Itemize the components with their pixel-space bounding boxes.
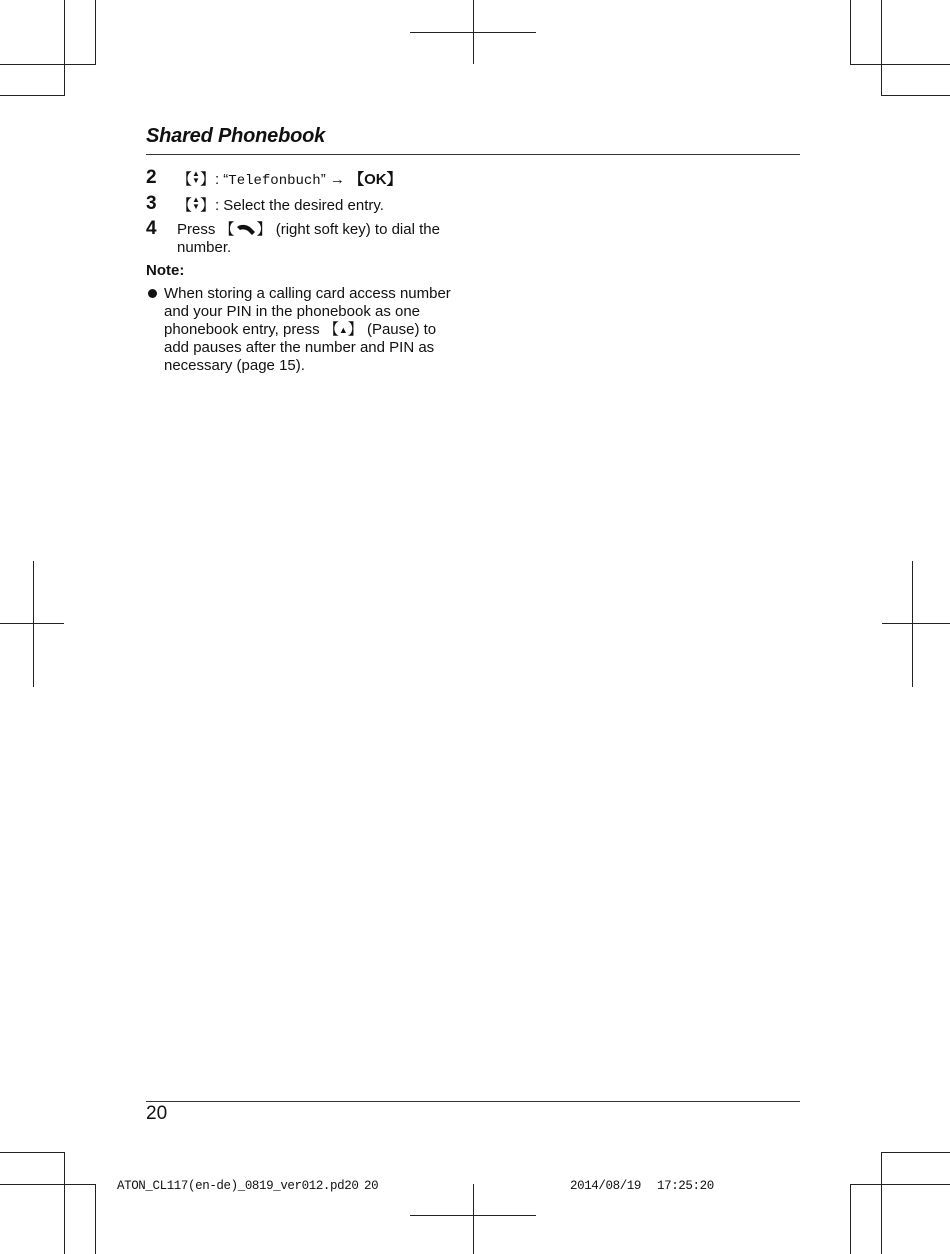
- section-title: Shared Phonebook: [146, 125, 326, 147]
- menu-item-name: Telefonbuch: [228, 173, 321, 189]
- phone-handset-icon: [235, 223, 257, 236]
- arrow-icon: →: [329, 171, 345, 188]
- footer-divider: [146, 1101, 800, 1102]
- crop-mark: [881, 95, 950, 96]
- crop-mark: [882, 623, 950, 624]
- crop-mark: [410, 1215, 536, 1216]
- step-number: 2: [146, 167, 157, 188]
- step-body: 【▲ ▼】: Select the desired entry.: [177, 195, 384, 214]
- crop-mark: [0, 95, 64, 96]
- crop-mark: [912, 561, 913, 687]
- ok-key: 【OK】: [349, 171, 402, 188]
- note-text: When storing a calling card access number and your PIN in the phonebook as one phonebook entry, press 【▲】 (Pause) to add pauses after the number and PIN as necessary (page 15).: [164, 285, 451, 375]
- crop-mark: [881, 1152, 950, 1153]
- navigator-key: 【▲ ▼】: [177, 195, 215, 214]
- step-number: 4: [146, 218, 157, 239]
- print-slug-time: 17:25:20: [657, 1179, 714, 1193]
- step-body: 【▲ ▼】: “Telefonbuch” → 【OK】: [177, 169, 402, 189]
- crop-mark: [0, 1152, 64, 1153]
- title-divider: [146, 154, 800, 155]
- crop-mark: [410, 32, 536, 33]
- note-label: Note:: [146, 262, 185, 279]
- crop-mark: [0, 623, 64, 624]
- navigator-key: 【▲ ▼】: [177, 169, 215, 188]
- step-number: 3: [146, 193, 157, 214]
- up-down-navigator-icon: ▲ ▼: [192, 169, 200, 185]
- crop-mark: [473, 1184, 474, 1254]
- print-slug-file: ATON_CL117(en-de)_0819_ver012.pd20: [117, 1179, 359, 1193]
- print-slug-page: 20: [364, 1179, 379, 1193]
- print-slug-date: 2014/08/19: [570, 1179, 642, 1193]
- crop-mark: [33, 561, 34, 687]
- up-key: 【▲】: [323, 320, 363, 338]
- crop-mark: [95, 1184, 96, 1254]
- crop-mark: [850, 1184, 851, 1254]
- up-arrow-icon: ▲: [338, 324, 348, 335]
- soft-key: 【 】: [219, 221, 272, 238]
- crop-mark: [881, 0, 882, 96]
- crop-mark: [64, 0, 65, 96]
- crop-mark: [881, 1152, 882, 1254]
- page-number: 20: [146, 1103, 168, 1124]
- step-body: Press 【 】 (right soft key) to dial the number.: [177, 221, 440, 256]
- crop-mark: [64, 1152, 65, 1254]
- crop-mark: [0, 1184, 96, 1185]
- crop-mark: [850, 0, 851, 64]
- crop-mark: [95, 0, 96, 64]
- crop-mark: [0, 64, 96, 65]
- crop-mark: [850, 1184, 950, 1185]
- crop-mark: [850, 64, 950, 65]
- up-down-navigator-icon: ▲ ▼: [192, 195, 200, 211]
- bullet-icon: [148, 289, 157, 298]
